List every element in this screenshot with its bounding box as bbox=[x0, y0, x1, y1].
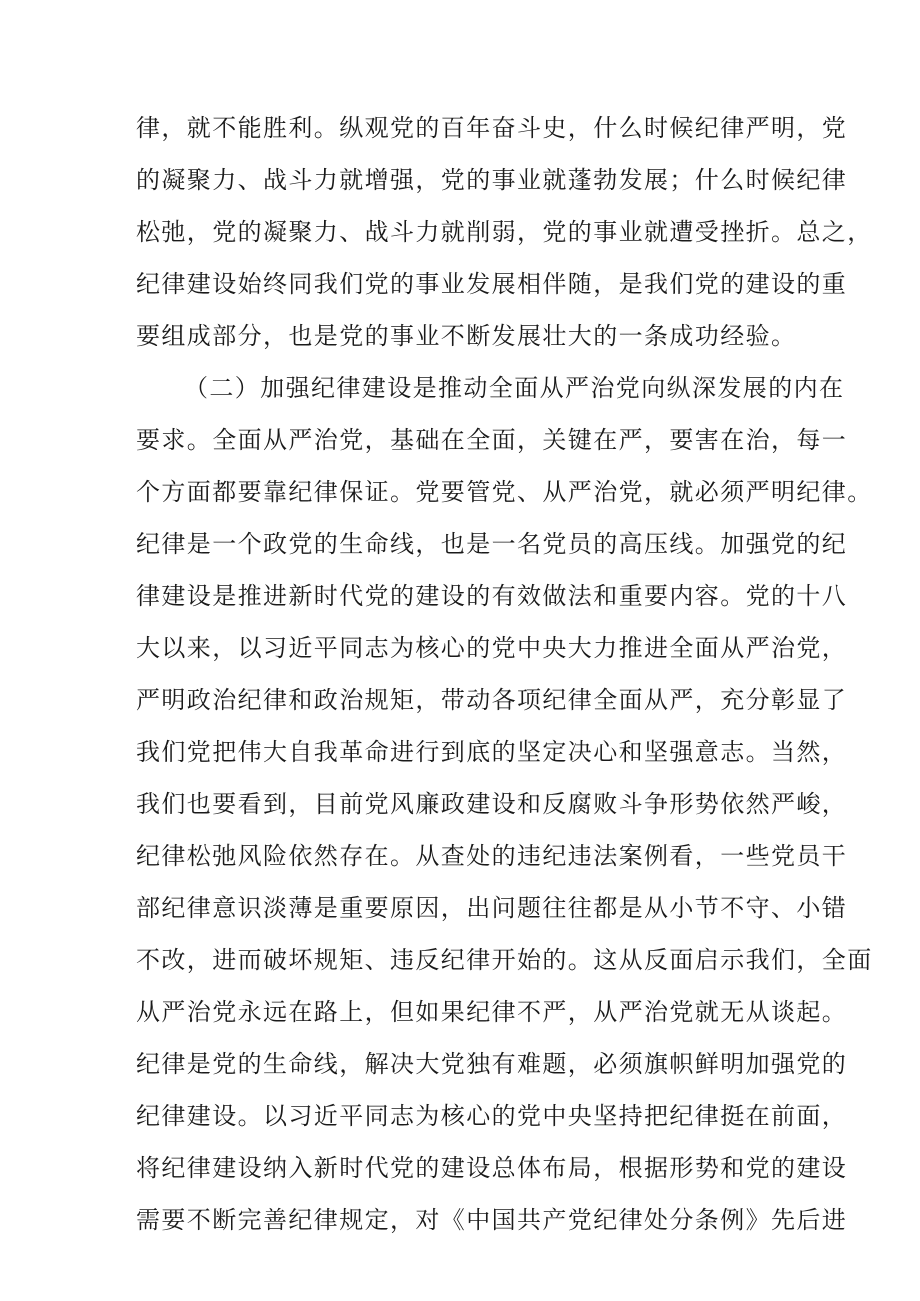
text-line: 严明政治纪律和政治规矩，带动各项纪律全面从严，充分彰显了 bbox=[136, 686, 848, 714]
text-line: （二）加强纪律建设是推动全面从严治党向纵深发展的内在 bbox=[184, 374, 845, 402]
text-line: 律建设是推进新时代党的建设的有效做法和重要内容。党的十八 bbox=[136, 582, 848, 610]
text-line: 个方面都要靠纪律保证。党要管党、从严治党，就必须严明纪律。 bbox=[136, 478, 873, 506]
text-line: 要组成部分，也是党的事业不断发展壮大的一条成功经验。 bbox=[136, 322, 797, 350]
text-line: 的凝聚力、战斗力就增强，党的事业就蓬勃发展；什么时候纪律 bbox=[136, 166, 848, 194]
text-line: 纪律建设始终同我们党的事业发展相伴随，是我们党的建设的重 bbox=[136, 270, 848, 298]
text-line: 纪律是党的生命线，解决大党独有难题，必须旗帜鲜明加强党的 bbox=[136, 1050, 848, 1078]
text-line: 纪律松弛风险依然存在。从查处的违纪违法案例看，一些党员干 bbox=[136, 842, 848, 870]
text-line: 大以来，以习近平同志为核心的党中央大力推进全面从严治党， bbox=[136, 634, 848, 662]
text-line: 要求。全面从严治党，基础在全面，关键在严，要害在治，每一 bbox=[136, 426, 848, 454]
text-line: 从严治党永远在路上，但如果纪律不严，从严治党就无从谈起。 bbox=[136, 998, 848, 1026]
text-line: 纪律建设。以习近平同志为核心的党中央坚持把纪律挺在前面， bbox=[136, 1102, 848, 1130]
text-line: 纪律是一个政党的生命线，也是一名党员的高压线。加强党的纪 bbox=[136, 530, 848, 558]
text-line: 部纪律意识淡薄是重要原因，出问题往往都是从小节不守、小错 bbox=[136, 894, 848, 922]
text-line: 松弛，党的凝聚力、战斗力就削弱，党的事业就遭受挫折。总之， bbox=[136, 218, 873, 246]
text-line: 需要不断完善纪律规定，对《中国共产党纪律处分条例》先后进 bbox=[136, 1206, 848, 1234]
text-line: 律，就不能胜利。纵观党的百年奋斗史，什么时候纪律严明，党 bbox=[136, 114, 848, 142]
text-line: 将纪律建设纳入新时代党的建设总体布局，根据形势和党的建设 bbox=[136, 1154, 848, 1182]
text-line: 不改，进而破坏规矩、违反纪律开始的。这从反面启示我们，全面 bbox=[136, 946, 873, 974]
text-line: 我们也要看到，目前党风廉政建设和反腐败斗争形势依然严峻， bbox=[136, 790, 848, 818]
text-line: 我们党把伟大自我革命进行到底的坚定决心和坚强意志。当然， bbox=[136, 738, 848, 766]
